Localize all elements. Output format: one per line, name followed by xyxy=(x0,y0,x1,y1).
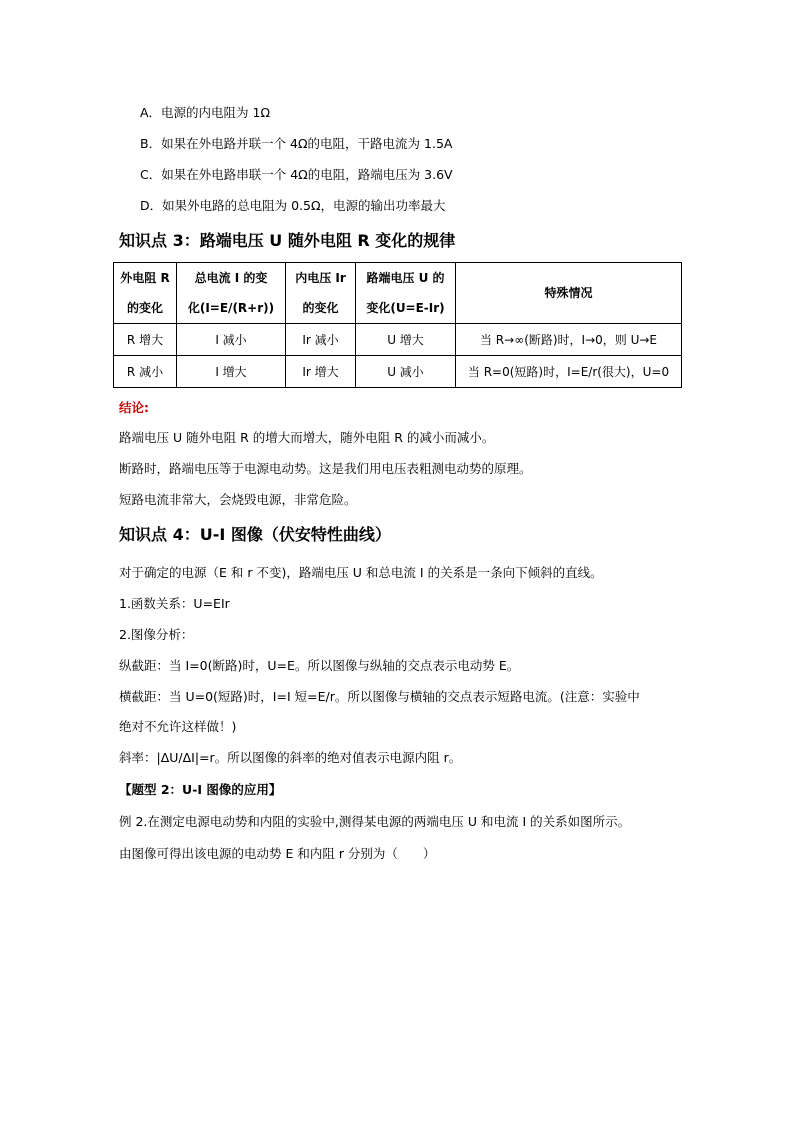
option-a: A．电源的内电阻为 1Ω xyxy=(140,105,271,120)
table-cell: I 增大 xyxy=(177,356,286,388)
kp4-line: 对于确定的电源（E 和 r 不变)，路端电压 U 和总电流 I 的关系是一条向下倾斜的直线。 xyxy=(119,565,603,580)
conclusion-line: 路端电压 U 随外电阻 R 的增大而增大，随外电阻 R 的减小而减小。 xyxy=(119,430,495,445)
table-cell: Ir 减小 xyxy=(286,324,356,356)
table-row xyxy=(114,324,682,356)
header-text: 特殊情况 xyxy=(544,286,593,300)
header-text: 的变化 xyxy=(302,301,339,315)
kp3-table xyxy=(113,262,682,388)
kp3-header-cell xyxy=(114,263,177,324)
example-line: 例 2.在测定电源电动势和内阻的实验中,测得某电源的两端电压 U 和电流 I 的关系如图所示。 xyxy=(119,814,631,829)
option-c: C．如果在外电路串联一个 4Ω的电阻，路端电压为 3.6V xyxy=(140,167,453,182)
table-cell: 当 R→∞(断路)时，I→0，则 U→E xyxy=(456,324,682,356)
kp3-header-cell xyxy=(177,263,286,324)
kp4-line: 纵截距：当 I=0(断路)时，U=E。所以图像与纵轴的交点表示电动势 E。 xyxy=(119,658,520,673)
header-text: 总电流 I 的变 xyxy=(194,271,268,285)
table-cell: Ir 增大 xyxy=(286,356,356,388)
header-text: 内电压 Ir xyxy=(295,271,346,285)
kp3-header-cell xyxy=(356,263,456,324)
type2-heading: 【题型 2：U-I 图像的应用】 xyxy=(119,782,282,797)
kp4-line: 横截距：当 U=0(短路)时，I=I 短=E/r。所以图像与横轴的交点表示短路电流。(注意：实验中 xyxy=(119,689,640,704)
header-text: 外电阻 R xyxy=(120,271,170,285)
kp4-line: 1.函数关系：U=EIr xyxy=(119,596,230,611)
table-cell: U 减小 xyxy=(356,356,456,388)
kp4-heading: 知识点 4：U-I 图像（伏安特性曲线） xyxy=(119,525,391,544)
kp4-line: 2.图像分析： xyxy=(119,627,194,642)
kp3-header-cell xyxy=(456,263,682,324)
table-cell: 当 R=0(短路)时，I=E/r(很大)，U=0 xyxy=(456,356,682,388)
conclusion-line: 短路电流非常大，会烧毁电源，非常危险。 xyxy=(119,492,357,507)
kp3-table-header-row xyxy=(114,263,682,324)
table-cell: I 减小 xyxy=(177,324,286,356)
header-text: 化(I=E/(R+r)) xyxy=(187,301,275,315)
kp3-heading: 知识点 3：路端电压 U 随外电阻 R 变化的规律 xyxy=(119,231,456,250)
header-text: 路端电压 U 的 xyxy=(366,271,445,285)
conclusion-label: 结论: xyxy=(119,400,149,415)
table-cell: R 减小 xyxy=(114,356,177,388)
option-b: B．如果在外电路并联一个 4Ω的电阻，干路电流为 1.5A xyxy=(140,136,453,151)
table-cell: R 增大 xyxy=(114,324,177,356)
example-line: 由图像可得出该电源的电动势 E 和内阻 r 分别为（ ） xyxy=(119,846,436,861)
header-text: 变化(U=E-Ir) xyxy=(366,301,445,315)
conclusion-line: 断路时，路端电压等于电源电动势。这是我们用电压表粗测电动势的原理。 xyxy=(119,461,532,476)
header-text: 的变化 xyxy=(126,301,163,315)
table-cell: U 增大 xyxy=(356,324,456,356)
table-row xyxy=(114,356,682,388)
kp3-header-cell xyxy=(286,263,356,324)
option-d: D．如果外电路的总电阻为 0.5Ω，电源的输出功率最大 xyxy=(140,198,446,213)
kp4-line: 斜率：|ΔU/ΔI|=r。所以图像的斜率的绝对值表示电源内阻 r。 xyxy=(119,750,462,765)
kp4-line: 绝对不允许这样做！) xyxy=(119,719,237,734)
